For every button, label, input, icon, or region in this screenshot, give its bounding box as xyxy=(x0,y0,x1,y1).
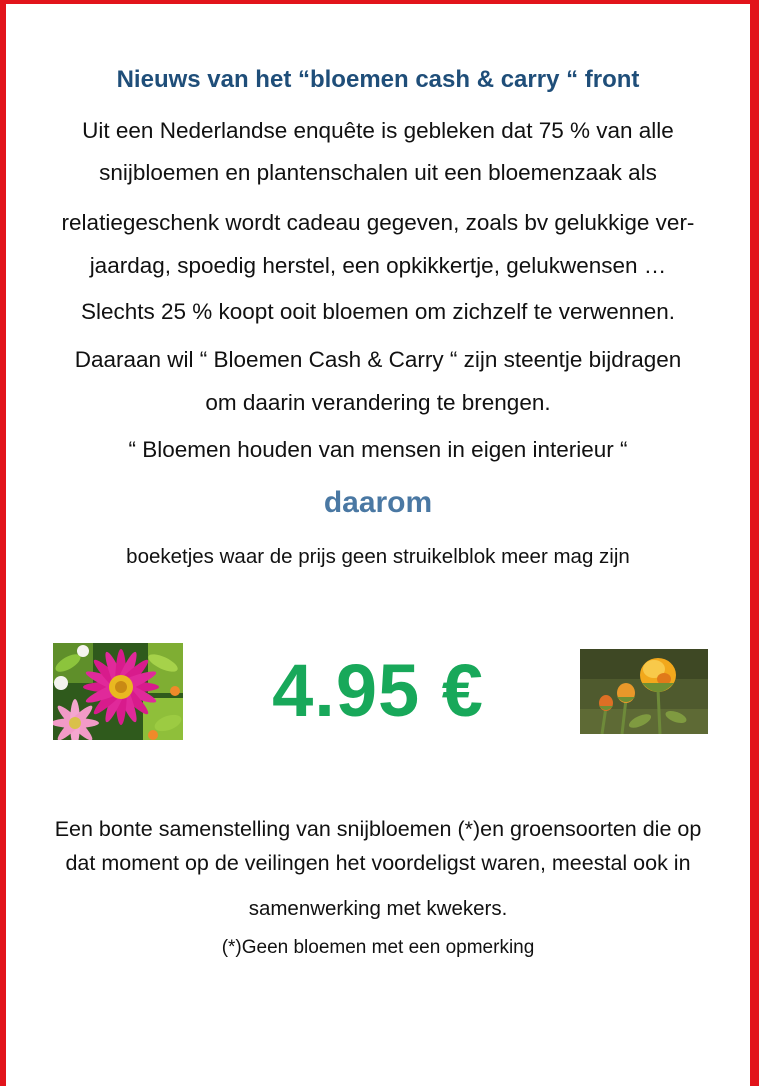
description-line-2: dat moment op de veilingen het voordeligst waren, meestal ook in xyxy=(65,851,691,875)
page-title: Nieuws van het “bloemen cash & carry “ front xyxy=(116,66,640,93)
intro-line-1: Uit een Nederlandse enquête is gebleken dat 75 % van alle xyxy=(82,118,674,143)
price: 4.95 € xyxy=(272,649,484,732)
daarom-heading: daarom xyxy=(323,486,433,519)
yellow-rose-photo xyxy=(580,649,708,734)
white-margin-right xyxy=(759,0,768,1086)
slogan: “ Bloemen houden van mensen in eigen interieur “ xyxy=(128,437,628,462)
mission-line-1: Daaraan wil “ Bloemen Cash & Carry “ zijn steentje bijdragen xyxy=(74,347,682,372)
intro-line-4: jaardag, spoedig herstel, een opkikkertje, gelukwensen … xyxy=(89,253,667,278)
red-border-top xyxy=(0,0,759,4)
description-line-1: Een bonte samenstelling van snijbloemen (*)en groensoorten die op xyxy=(54,817,702,841)
tagline: boeketjes waar de prijs geen struikelblok meer mag zijn xyxy=(126,545,630,568)
statistic-line: Slechts 25 % koopt ooit bloemen om zichzelf te verwennen. xyxy=(80,299,676,324)
footnote: (*)Geen bloemen met een opmerking xyxy=(221,937,535,958)
intro-line-2: snijbloemen en plantenschalen uit een bloemenzaak als xyxy=(99,160,657,185)
red-border-right xyxy=(750,0,759,1086)
intro-line-3: relatiegeschenk wordt cadeau gegeven, zoals bv gelukkige ver- xyxy=(61,210,695,235)
mission-line-2: om daarin verandering te brengen. xyxy=(205,390,551,415)
description-line-3: samenwerking met kwekers. xyxy=(248,897,508,920)
